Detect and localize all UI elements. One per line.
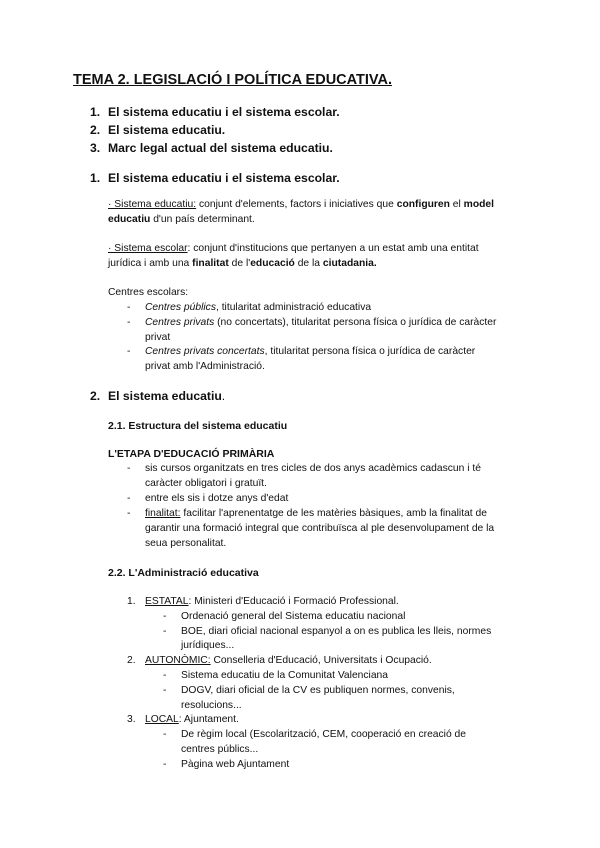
list-item: entre els sis i dotze anys d'edat: [145, 493, 289, 504]
centres-label: Centres escolars:: [108, 287, 189, 298]
bullet-dash: -: [127, 346, 131, 357]
bullet-dash: -: [163, 759, 167, 770]
section-title: El sistema educatiu i el sistema escolar.: [108, 171, 340, 185]
list-item: finalitat: facilitar l'aprenentatge de les matèries bàsiques, amb la finalitat de: [145, 508, 487, 519]
document-title: TEMA 2. LEGISLACIÓ I POLÍTICA EDUCATIVA.: [73, 72, 393, 88]
list-item-continuation: garantir una formació integral que contribuïsca al ple desenvolupament de la: [145, 523, 495, 534]
admin-level: AUTONÒMIC: Conselleria d'Educació, Universitats i Ocupació.: [145, 655, 432, 666]
bullet-dash: -: [163, 670, 167, 681]
section-1-heading: [90, 172, 340, 184]
bullet-dash: -: [127, 508, 131, 519]
bullet-dash: -: [163, 626, 167, 637]
list-item: sis cursos organitzats en tres cicles de dos anys acadèmics cadascun i té: [145, 463, 481, 474]
bullet-dash: -: [127, 463, 131, 474]
list-number: 3.: [127, 714, 136, 725]
section-title: El sistema educatiu: [108, 389, 222, 403]
list-item: DOGV, diari oficial de la CV es publiquen normes, convenis,: [181, 685, 455, 696]
bullet-dash: -: [127, 317, 131, 328]
list-item: Centres públics, titularitat administració educativa: [145, 302, 372, 313]
admin-level: ESTATAL: Ministeri d'Educació i Formació Professional.: [145, 596, 399, 607]
list-item-continuation: privat amb l'Administració.: [145, 361, 265, 372]
admin-level: LOCAL: Ajuntament.: [145, 714, 239, 725]
toc-number: 3.: [90, 141, 101, 155]
toc-number: 2.: [90, 123, 101, 137]
list-number: 1.: [127, 596, 136, 607]
bullet-dash: -: [163, 729, 167, 740]
list-item-continuation: jurídiques...: [181, 640, 235, 651]
definition-sistema-escolar: · Sistema escolar: conjunt d'institucions que pertanyen a un estat amb una entitat: [108, 243, 479, 254]
section-number: 2.: [90, 389, 101, 403]
definition-sistema-educatiu: · Sistema educatiu: conjunt d'elements, factors i iniciatives que configuren el model: [108, 199, 494, 210]
toc-text: El sistema educatiu i el sistema escolar.: [108, 105, 340, 119]
list-item-continuation: seua personalitat.: [145, 538, 227, 549]
list-item-continuation: resolucions...: [181, 700, 242, 711]
toc-item: [90, 124, 225, 136]
section-number: 1.: [90, 171, 101, 185]
list-item-continuation: privat: [145, 332, 171, 343]
list-item: Centres privats (no concertats), titularitat persona física o jurídica de caràcter: [145, 317, 497, 328]
bullet-dash: -: [163, 611, 167, 622]
etapa-title: L'ETAPA D'EDUCACIÓ PRIMÀRIA: [108, 448, 275, 460]
list-item: Sistema educatiu de la Comunitat Valenciana: [181, 670, 389, 681]
definition-term: · Sistema educatiu:: [108, 199, 197, 210]
toc-text: Marc legal actual del sistema educatiu.: [108, 141, 333, 155]
list-item: De règim local (Escolarització, CEM, cooperació en creació de: [181, 729, 466, 740]
bullet-dash: -: [127, 493, 131, 504]
toc-text: El sistema educatiu.: [108, 123, 226, 137]
list-item: Ordenació general del Sistema educatiu nacional: [181, 611, 406, 622]
list-item: Pàgina web Ajuntament: [181, 759, 290, 770]
list-number: 2.: [127, 655, 136, 666]
section-2-heading: 2. El sistema educatiu.: [90, 389, 226, 403]
list-item: Centres privats concertats, titularitat persona física o jurídica de caràcter: [145, 346, 476, 357]
bullet-dash: -: [127, 302, 131, 313]
list-item-continuation: centres públics...: [181, 744, 259, 755]
toc-item: [90, 106, 340, 118]
definition-term: · Sistema escolar: [108, 243, 188, 254]
toc-number: 1.: [90, 105, 101, 119]
definition-continuation: educatiu d'un país determinant.: [108, 214, 255, 225]
subsection-heading: 2.2. L'Administració educativa: [108, 567, 259, 579]
list-item-continuation: caràcter obligatori i gratuït.: [145, 478, 267, 489]
list-item: BOE, diari oficial nacional espanyol a on es publica les lleis, normes: [181, 626, 492, 637]
definition-continuation: jurídica i amb una finalitat de l'educació de la ciutadania.: [108, 258, 377, 269]
subsection-heading: 2.1. Estructura del sistema educatiu: [108, 420, 288, 432]
toc-item: [90, 142, 333, 154]
bullet-dash: -: [163, 685, 167, 696]
